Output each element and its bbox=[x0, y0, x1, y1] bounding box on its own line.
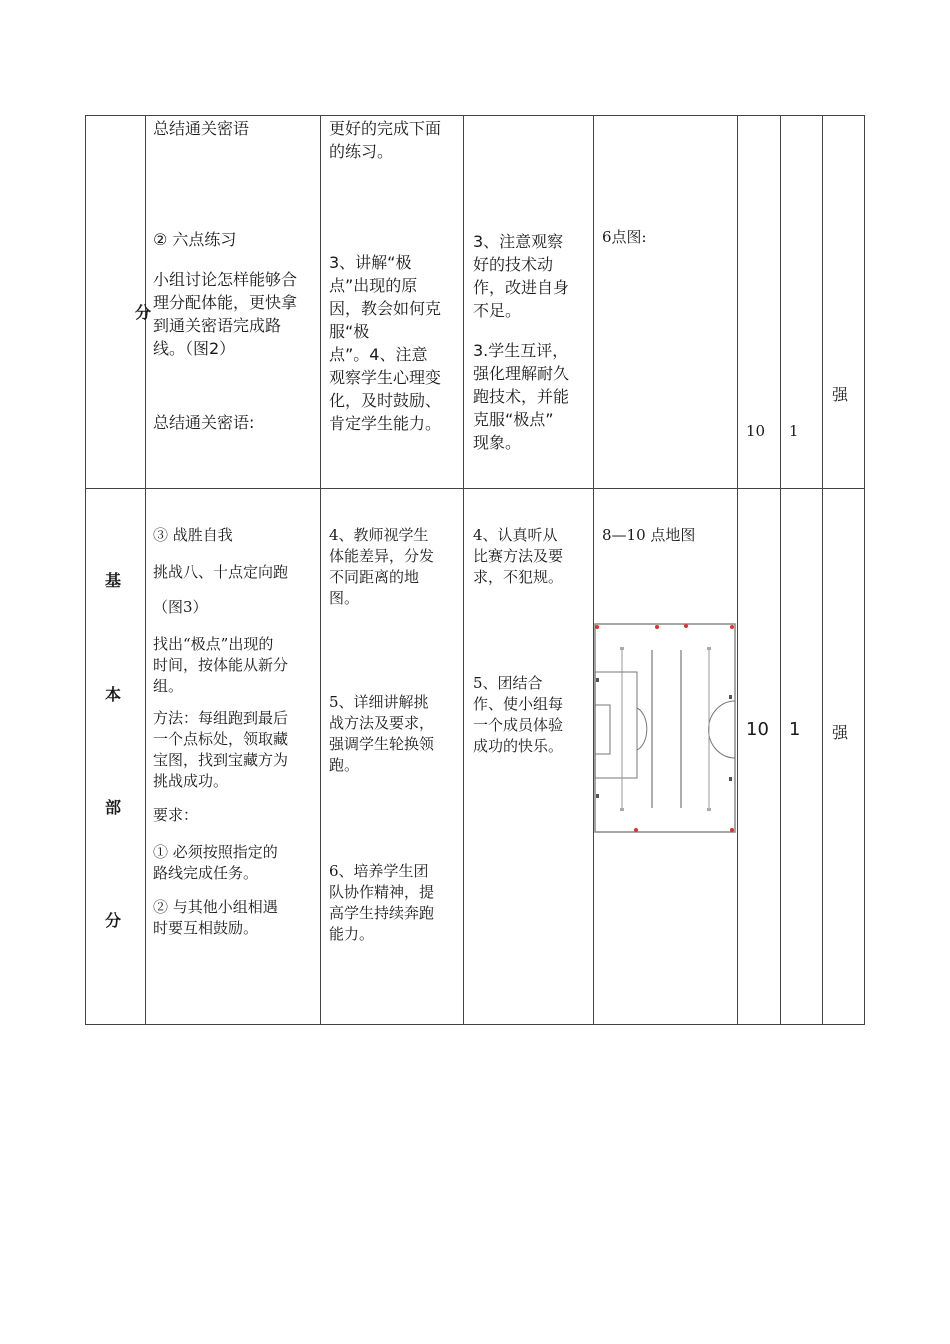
row2-teacher-a4: 图。 bbox=[329, 589, 360, 607]
row2-req2-2: 时要互相鼓励。 bbox=[153, 919, 259, 937]
row1-teacher-1: 3、讲解“极 bbox=[329, 253, 412, 272]
row1-time: 10 bbox=[746, 422, 766, 440]
col-line-6 bbox=[780, 115, 781, 1025]
pitch-map-image bbox=[594, 622, 737, 834]
col-line-2 bbox=[320, 115, 321, 1025]
row2-method-1: 方法：每组跑到最后 bbox=[153, 709, 289, 727]
row2-student-b3: 一个成员体验 bbox=[473, 716, 564, 734]
table-border-bottom bbox=[85, 1024, 865, 1025]
cone bbox=[730, 828, 734, 832]
row2-find-3: 组。 bbox=[153, 677, 184, 695]
row2-find-1: 找出“极点”出现的 bbox=[153, 635, 274, 653]
col-line-8 bbox=[864, 115, 865, 1025]
row1-student-b5: 现象。 bbox=[473, 433, 522, 452]
cone bbox=[655, 625, 659, 629]
row1-intensity: 强 bbox=[832, 385, 849, 404]
row2-teacher-a3: 不同距离的地 bbox=[329, 568, 420, 586]
cone bbox=[684, 624, 688, 628]
row-divider bbox=[85, 488, 865, 489]
row2-req2-1: ② 与其他小组相遇 bbox=[153, 898, 278, 916]
row1-teacher-top-1: 更好的完成下面 bbox=[329, 119, 442, 138]
row2-teacher-c2: 队协作精神，提 bbox=[329, 883, 435, 901]
row1-teacher-7: 化，及时鼓励、 bbox=[329, 391, 442, 410]
row1-student-b1: 3.学生互评， bbox=[473, 341, 569, 360]
flag bbox=[596, 794, 599, 798]
row2-find-2: 时间，按体能从新分 bbox=[153, 656, 289, 674]
row1-student-a2: 好的技术动 bbox=[473, 255, 554, 274]
row1-student-a3: 作，改进自身 bbox=[473, 278, 570, 297]
row2-student-b1: 5、团结合 bbox=[473, 674, 543, 692]
marker bbox=[707, 647, 711, 650]
section-char-4: 分 bbox=[105, 911, 122, 930]
row1-section-char: 分 bbox=[135, 303, 152, 322]
row1-teacher-3: 因，教会如何克 bbox=[329, 299, 442, 318]
pitch-outline bbox=[595, 624, 735, 832]
row1-desc-4: 线。（图2） bbox=[153, 339, 236, 358]
row2-teacher-b1: 5、详细讲解挑 bbox=[329, 693, 429, 711]
row2-teacher-b2: 战方法及要求， bbox=[329, 714, 435, 732]
row1-student-a4: 不足。 bbox=[473, 301, 522, 320]
row1-count: 1 bbox=[789, 422, 799, 440]
cone bbox=[634, 828, 638, 832]
row2-diagram-label: 8—10 点地图 bbox=[602, 526, 696, 544]
row1-summary: 总结通关密语: bbox=[153, 413, 255, 432]
row1-teacher-8: 肯定学生能力。 bbox=[329, 414, 442, 433]
row2-teacher-a1: 4、教师视学生 bbox=[329, 526, 429, 544]
row1-summary-top: 总结通关密语 bbox=[153, 119, 250, 138]
cone bbox=[595, 625, 599, 629]
row2-teacher-c3: 高学生持续奔跑 bbox=[329, 904, 435, 922]
section-char-1: 基 bbox=[105, 571, 122, 590]
section-char-2: 本 bbox=[105, 685, 122, 704]
row2-req: 要求： bbox=[153, 806, 199, 824]
row2-teacher-b4: 跑。 bbox=[329, 756, 360, 774]
row1-student-a1: 3、注意观察 bbox=[473, 232, 564, 251]
row2-teacher-c1: 6、培养学生团 bbox=[329, 862, 429, 880]
table-border-top bbox=[85, 115, 865, 116]
row2-method-2: 一个点标处，领取藏 bbox=[153, 730, 289, 748]
cone bbox=[730, 625, 734, 629]
flag bbox=[729, 777, 732, 781]
row1-desc-2: 理分配体能，更快拿 bbox=[153, 293, 298, 312]
row1-student-b3: 跑技术，并能 bbox=[473, 387, 570, 406]
row1-student-b2: 强化理解耐久 bbox=[473, 364, 570, 383]
row2-method-4: 挑战成功。 bbox=[153, 772, 229, 790]
row2-student-a1: 4、认真听从 bbox=[473, 526, 558, 544]
row2-student-b4: 成功的快乐。 bbox=[473, 737, 564, 755]
col-line-0 bbox=[85, 115, 86, 1025]
row2-teacher-a2: 体能差异，分发 bbox=[329, 547, 435, 565]
marker bbox=[620, 647, 624, 650]
row2-title: ③ 战胜自我 bbox=[153, 526, 233, 544]
row2-student-b2: 作、使小组每 bbox=[473, 695, 564, 713]
row2-teacher-b3: 强调学生轮换领 bbox=[329, 735, 435, 753]
col-line-4 bbox=[593, 115, 594, 1025]
row2-method-3: 宝图，找到宝藏方为 bbox=[153, 751, 289, 769]
row2-challenge: 挑战八、十点定向跑 bbox=[153, 563, 289, 581]
row2-fig: （图3） bbox=[153, 598, 208, 616]
marker bbox=[620, 808, 624, 811]
row2-req1-1: ① 必须按照指定的 bbox=[153, 843, 278, 861]
row1-desc-1: 小组讨论怎样能够合 bbox=[153, 270, 298, 289]
col-line-3 bbox=[463, 115, 464, 1025]
row1-teacher-6: 观察学生心理变 bbox=[329, 368, 442, 387]
row1-diagram-label: 6点图: bbox=[602, 228, 647, 246]
section-char-3: 部 bbox=[105, 798, 122, 817]
row2-student-a3: 求，不犯规。 bbox=[473, 568, 564, 586]
flag bbox=[729, 695, 732, 699]
row1-desc-3: 到通关密语完成路 bbox=[153, 316, 282, 335]
row1-teacher-top-2: 的练习。 bbox=[329, 142, 394, 161]
row2-count: 1 bbox=[789, 719, 801, 740]
row1-teacher-2: 点”出现的原 bbox=[329, 276, 418, 295]
row2-time: 10 bbox=[746, 719, 769, 740]
col-line-1 bbox=[145, 115, 146, 1025]
row1-teacher-4: 服“极 bbox=[329, 322, 370, 341]
row2-req1-2: 路线完成任务。 bbox=[153, 864, 259, 882]
row2-student-a2: 比赛方法及要 bbox=[473, 547, 564, 565]
row1-item-title: ② 六点练习 bbox=[153, 230, 237, 249]
row1-teacher-5: 点”。4、注意 bbox=[329, 345, 428, 364]
row1-student-b4: 克服“极点” bbox=[473, 410, 554, 429]
col-line-7 bbox=[822, 115, 823, 1025]
marker bbox=[707, 808, 711, 811]
flag bbox=[596, 678, 599, 682]
col-line-5 bbox=[737, 115, 738, 1025]
row2-teacher-c4: 能力。 bbox=[329, 925, 375, 943]
row2-intensity: 强 bbox=[832, 723, 849, 742]
